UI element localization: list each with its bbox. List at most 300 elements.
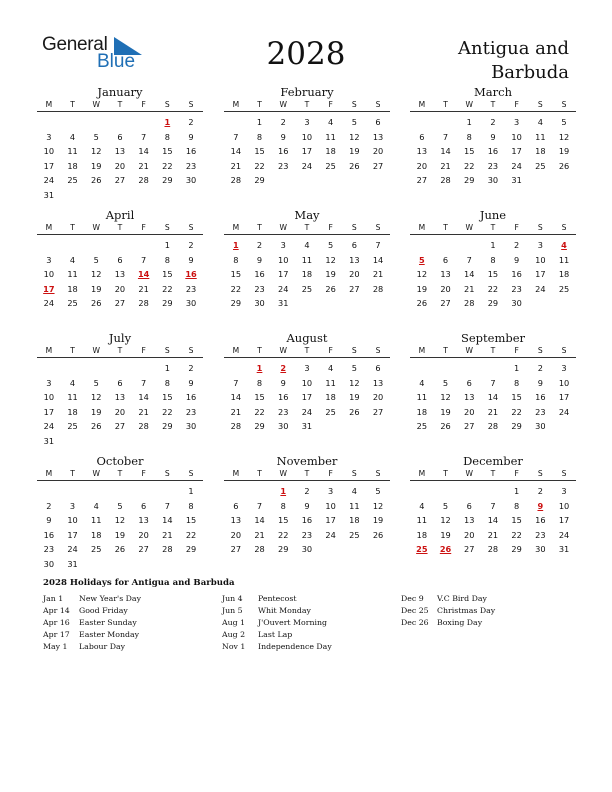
holiday-date: Jan 1	[43, 594, 64, 603]
day-cell: 7	[375, 240, 381, 250]
day-cell: 19	[91, 160, 102, 171]
day-cell: 8	[514, 500, 520, 511]
day-cell: 2	[256, 240, 263, 250]
weekday-header: W	[279, 469, 287, 478]
day-cell: 10	[67, 515, 78, 525]
month-name: July	[108, 331, 132, 345]
day-cell: 9	[280, 131, 286, 142]
day-cell: 18	[325, 146, 336, 156]
day-cell: 12	[349, 377, 360, 388]
weekday-header: F	[514, 346, 519, 355]
day-cell: 7	[233, 131, 239, 142]
day-cell: 20	[372, 146, 384, 156]
day-cell: 27	[138, 544, 149, 554]
holiday-day: 25	[416, 544, 428, 554]
day-cell: 5	[442, 377, 449, 388]
day-cell: 29	[162, 298, 173, 308]
day-cell: 21	[440, 160, 451, 171]
day-cell: 5	[328, 240, 334, 250]
day-grid	[410, 112, 576, 196]
weekday-header: T	[304, 469, 310, 478]
day-cell: 21	[254, 529, 265, 540]
day-cell: 10	[325, 500, 336, 511]
day-cell: 23	[278, 160, 289, 171]
weekday-header: S	[375, 223, 381, 232]
day-cell: 7	[164, 500, 170, 511]
day-cell: 8	[466, 131, 472, 142]
day-cell: 15	[278, 515, 289, 525]
weekday-header-row	[37, 345, 203, 358]
day-cell: 19	[349, 146, 360, 156]
holiday-day: 1	[164, 117, 171, 127]
holiday-day: 4	[561, 240, 567, 250]
day-grid	[37, 481, 203, 569]
day-cell: 14	[162, 515, 173, 525]
day-cell: 19	[440, 406, 451, 417]
day-cell: 31	[301, 421, 313, 431]
month-december	[410, 454, 576, 565]
country-name	[389, 37, 569, 85]
day-cell: 3	[304, 117, 310, 127]
weekday-header: T	[490, 469, 496, 478]
day-cell: 28	[372, 283, 384, 294]
day-cell: 13	[230, 515, 242, 525]
day-cell: 10	[43, 146, 55, 156]
holiday-name: Christmas Day	[437, 606, 496, 615]
day-cell: 13	[464, 515, 475, 525]
day-cell: 6	[233, 500, 239, 511]
day-cell: 25	[535, 160, 546, 171]
day-cell: 20	[440, 283, 451, 294]
day-cell: 14	[440, 146, 451, 156]
weekday-header: W	[279, 223, 287, 232]
day-grid	[37, 112, 203, 200]
weekday-header: M	[45, 100, 53, 109]
day-cell: 28	[464, 298, 475, 308]
weekday-header: M	[232, 100, 240, 109]
day-cell: 16	[43, 529, 55, 540]
holiday-day: 2	[280, 363, 287, 373]
weekday-header-row	[224, 468, 390, 481]
holiday-row	[43, 593, 218, 605]
day-cell: 23	[487, 160, 499, 171]
day-cell: 6	[466, 377, 472, 388]
day-cell: 30	[254, 298, 265, 308]
day-cell: 24	[43, 421, 55, 431]
holiday-day: 1	[256, 363, 263, 373]
weekday-header: S	[561, 100, 567, 109]
holiday-day: 16	[185, 269, 197, 279]
day-cell: 29	[464, 175, 475, 185]
holiday-date: Apr 17	[43, 630, 70, 639]
day-cell: 17	[278, 269, 289, 279]
day-cell: 22	[511, 529, 522, 540]
day-cell: 30	[487, 175, 499, 185]
day-cell: 17	[558, 515, 570, 525]
day-cell: 22	[254, 160, 265, 171]
month-name: December	[463, 454, 523, 468]
day-cell: 2	[46, 500, 52, 511]
holiday-row	[43, 605, 218, 617]
month-february	[224, 85, 390, 196]
day-cell: 7	[466, 254, 472, 265]
day-cell: 28	[138, 421, 149, 431]
holiday-column	[401, 593, 576, 629]
month-name: May	[294, 208, 320, 222]
day-cell: 2	[514, 240, 520, 250]
month-january	[37, 85, 203, 200]
weekday-header: M	[418, 100, 426, 109]
weekday-header: F	[141, 346, 146, 355]
day-cell: 28	[138, 298, 149, 308]
day-cell: 9	[188, 377, 194, 388]
day-cell: 5	[117, 500, 123, 511]
day-cell: 7	[490, 500, 496, 511]
weekday-header-row	[410, 345, 576, 358]
day-cell: 14	[138, 146, 149, 156]
day-cell: 26	[325, 283, 336, 294]
day-cell: 26	[349, 406, 360, 417]
weekday-header: T	[257, 346, 262, 355]
day-cell: 1	[188, 486, 194, 496]
day-cell: 27	[114, 421, 126, 431]
day-cell: 10	[535, 254, 546, 265]
day-cell: 12	[558, 131, 570, 142]
day-cell: 20	[349, 269, 360, 279]
weekday-header-row	[37, 468, 203, 481]
day-cell: 24	[301, 160, 313, 171]
day-cell: 23	[535, 406, 546, 417]
day-cell: 20	[138, 529, 149, 540]
day-cell: 17	[301, 392, 313, 402]
day-cell: 15	[487, 269, 499, 279]
day-cell: 22	[230, 283, 242, 294]
weekday-header: S	[188, 469, 194, 478]
day-cell: 31	[67, 558, 78, 569]
day-cell: 11	[349, 500, 360, 511]
day-cell: 5	[561, 117, 567, 127]
weekday-header: W	[465, 223, 473, 232]
holiday-name: Easter Monday	[79, 630, 140, 639]
day-cell: 15	[185, 515, 197, 525]
day-cell: 3	[280, 240, 286, 250]
day-cell: 5	[375, 486, 381, 496]
day-cell: 15	[511, 515, 522, 525]
day-cell: 22	[511, 406, 522, 417]
day-cell: 17	[301, 146, 313, 156]
day-cell: 20	[114, 283, 126, 294]
weekday-header: W	[465, 100, 473, 109]
day-grid	[410, 235, 576, 319]
day-cell: 4	[419, 377, 425, 388]
holiday-column	[43, 593, 218, 653]
weekday-header: M	[418, 469, 426, 478]
day-cell: 27	[349, 283, 360, 294]
weekday-header: M	[232, 223, 240, 232]
day-cell: 20	[114, 406, 126, 417]
holiday-name: New Year's Day	[79, 594, 141, 603]
day-cell: 10	[558, 377, 570, 388]
month-name: June	[479, 208, 507, 222]
day-cell: 7	[256, 500, 263, 511]
holiday-name: V.C Bird Day	[437, 594, 487, 603]
day-cell: 5	[442, 500, 449, 511]
day-cell: 11	[67, 146, 78, 156]
weekday-header-row	[410, 222, 576, 235]
day-cell: 18	[416, 406, 428, 417]
day-cell: 5	[93, 254, 99, 265]
day-cell: 6	[466, 500, 472, 511]
day-cell: 8	[164, 254, 170, 265]
day-cell: 15	[511, 392, 522, 402]
day-cell: 10	[301, 131, 313, 142]
day-cell: 28	[440, 175, 451, 185]
day-cell: 27	[416, 175, 428, 185]
day-cell: 23	[301, 529, 313, 540]
day-cell: 19	[114, 529, 126, 540]
weekday-header: F	[141, 469, 146, 478]
weekday-header: F	[514, 223, 519, 232]
day-cell: 20	[464, 529, 475, 540]
day-cell: 3	[304, 363, 310, 373]
month-july	[37, 331, 203, 446]
weekday-header-row	[37, 222, 203, 235]
day-cell: 22	[487, 283, 499, 294]
day-cell: 22	[162, 160, 173, 171]
day-cell: 8	[164, 131, 170, 142]
holiday-row	[222, 593, 397, 605]
day-cell: 17	[511, 146, 522, 156]
day-cell: 24	[43, 175, 55, 185]
weekday-header: F	[514, 100, 519, 109]
day-cell: 22	[464, 160, 475, 171]
day-cell: 11	[91, 515, 102, 525]
day-cell: 23	[535, 529, 546, 540]
holiday-row	[222, 605, 397, 617]
day-cell: 14	[230, 146, 242, 156]
day-cell: 28	[487, 544, 499, 554]
weekday-header: S	[164, 100, 170, 109]
day-cell: 8	[233, 254, 239, 265]
country-name-line1: Antigua and	[458, 38, 569, 59]
day-cell: 5	[351, 363, 357, 373]
month-name: October	[96, 454, 144, 468]
day-cell: 9	[188, 131, 194, 142]
day-cell: 29	[254, 421, 265, 431]
holiday-name: Easter Sunday	[79, 618, 137, 627]
day-cell: 15	[162, 392, 173, 402]
holiday-date: Jun 5	[222, 606, 243, 615]
day-cell: 10	[301, 377, 313, 388]
month-name: January	[97, 85, 143, 99]
day-cell: 11	[416, 392, 428, 402]
day-cell: 1	[490, 240, 496, 250]
day-cell: 18	[558, 269, 570, 279]
day-cell: 30	[511, 298, 522, 308]
day-cell: 24	[535, 283, 546, 294]
day-grid	[37, 235, 203, 319]
weekday-header: F	[514, 469, 519, 478]
holiday-row	[401, 605, 576, 617]
day-cell: 2	[304, 486, 310, 496]
weekday-header: W	[279, 100, 287, 109]
day-cell: 31	[43, 189, 55, 200]
day-cell: 20	[464, 406, 475, 417]
day-cell: 5	[93, 131, 99, 142]
day-cell: 22	[185, 529, 197, 540]
holiday-day: 1	[232, 240, 239, 250]
weekday-header: M	[45, 223, 53, 232]
day-cell: 11	[535, 131, 546, 142]
day-cell: 18	[349, 515, 360, 525]
weekday-header: T	[490, 346, 496, 355]
day-cell: 9	[256, 254, 263, 265]
month-october	[37, 454, 203, 569]
month-name: November	[276, 454, 338, 468]
day-cell: 29	[511, 544, 522, 554]
day-cell: 10	[278, 254, 289, 265]
weekday-header: M	[232, 346, 240, 355]
holiday-day: 5	[418, 254, 425, 265]
day-cell: 8	[490, 254, 496, 265]
holiday-day: 26	[439, 544, 452, 554]
day-cell: 7	[141, 377, 147, 388]
day-cell: 25	[558, 283, 570, 294]
day-cell: 4	[537, 117, 543, 127]
day-cell: 4	[69, 254, 76, 265]
day-cell: 27	[440, 298, 451, 308]
weekday-header: S	[351, 223, 357, 232]
holiday-row	[43, 641, 218, 653]
day-cell: 29	[254, 175, 265, 185]
weekday-header-row	[224, 222, 390, 235]
day-cell: 15	[254, 392, 265, 402]
day-cell: 29	[162, 175, 173, 185]
weekday-header: W	[279, 346, 287, 355]
day-grid	[224, 235, 390, 319]
month-name: September	[460, 331, 526, 345]
day-cell: 7	[141, 254, 147, 265]
month-march	[410, 85, 576, 196]
day-cell: 16	[278, 146, 289, 156]
day-cell: 29	[511, 421, 522, 431]
day-cell: 25	[349, 529, 360, 540]
day-cell: 16	[301, 515, 313, 525]
holiday-name: Independence Day	[258, 642, 332, 651]
weekday-header: S	[537, 223, 543, 232]
day-cell: 21	[230, 406, 242, 417]
day-cell: 25	[67, 175, 78, 185]
day-cell: 15	[254, 146, 265, 156]
day-cell: 20	[230, 529, 242, 540]
day-cell: 12	[91, 146, 102, 156]
day-cell: 11	[67, 269, 78, 279]
weekday-header: S	[375, 100, 381, 109]
day-cell: 14	[372, 254, 384, 265]
day-cell: 6	[442, 254, 449, 265]
holiday-name: Labour Day	[79, 642, 126, 651]
day-cell: 10	[43, 269, 55, 279]
weekday-header: T	[70, 223, 75, 232]
month-name: August	[286, 331, 328, 345]
holiday-row	[222, 641, 397, 653]
day-cell: 24	[511, 160, 522, 171]
weekday-header: T	[443, 469, 448, 478]
day-cell: 28	[230, 175, 242, 185]
day-cell: 12	[440, 392, 451, 402]
weekday-header: W	[92, 223, 100, 232]
weekday-header-row	[37, 99, 203, 112]
weekday-header: T	[443, 223, 448, 232]
weekday-header: T	[443, 100, 448, 109]
holiday-date: Jun 4	[222, 594, 243, 603]
weekday-header: S	[164, 223, 170, 232]
weekday-header-row	[410, 468, 576, 481]
day-cell: 3	[514, 117, 520, 127]
holiday-date: Dec 25	[401, 606, 429, 615]
day-cell: 28	[162, 544, 173, 554]
day-cell: 12	[91, 269, 102, 279]
day-cell: 17	[535, 269, 546, 279]
day-cell: 1	[466, 117, 472, 127]
day-cell: 26	[372, 529, 384, 540]
weekday-header: M	[232, 469, 240, 478]
day-cell: 10	[43, 392, 55, 402]
day-cell: 8	[164, 377, 170, 388]
day-cell: 3	[561, 363, 567, 373]
day-cell: 30	[535, 421, 546, 431]
day-cell: 17	[43, 160, 55, 171]
day-cell: 22	[162, 406, 173, 417]
day-cell: 15	[230, 269, 242, 279]
day-cell: 7	[490, 377, 496, 388]
day-cell: 13	[464, 392, 475, 402]
day-cell: 26	[114, 544, 126, 554]
weekday-header-row	[224, 345, 390, 358]
month-august	[224, 331, 390, 442]
day-cell: 13	[372, 131, 384, 142]
day-cell: 28	[254, 544, 265, 554]
day-cell: 18	[301, 269, 313, 279]
day-cell: 7	[233, 377, 239, 388]
day-cell: 23	[185, 406, 197, 417]
day-cell: 10	[511, 131, 522, 142]
day-cell: 13	[114, 269, 126, 279]
day-cell: 13	[416, 146, 428, 156]
day-cell: 12	[349, 131, 360, 142]
day-cell: 21	[138, 406, 149, 417]
holiday-name: Boxing Day	[437, 618, 483, 627]
day-cell: 8	[188, 500, 194, 511]
day-cell: 23	[185, 283, 197, 294]
day-cell: 4	[419, 500, 425, 511]
day-cell: 28	[230, 421, 242, 431]
holiday-date: Dec 9	[401, 594, 424, 603]
holiday-row	[43, 629, 218, 641]
day-cell: 30	[43, 558, 55, 569]
weekday-header: S	[351, 100, 357, 109]
day-cell: 8	[280, 500, 286, 511]
day-cell: 24	[301, 406, 313, 417]
day-cell: 17	[325, 515, 336, 525]
day-cell: 27	[372, 160, 384, 171]
day-cell: 4	[304, 240, 310, 250]
day-cell: 6	[141, 500, 147, 511]
day-cell: 21	[138, 283, 149, 294]
holiday-date: May 1	[43, 642, 68, 651]
day-cell: 17	[43, 406, 55, 417]
weekday-header: T	[117, 469, 123, 478]
